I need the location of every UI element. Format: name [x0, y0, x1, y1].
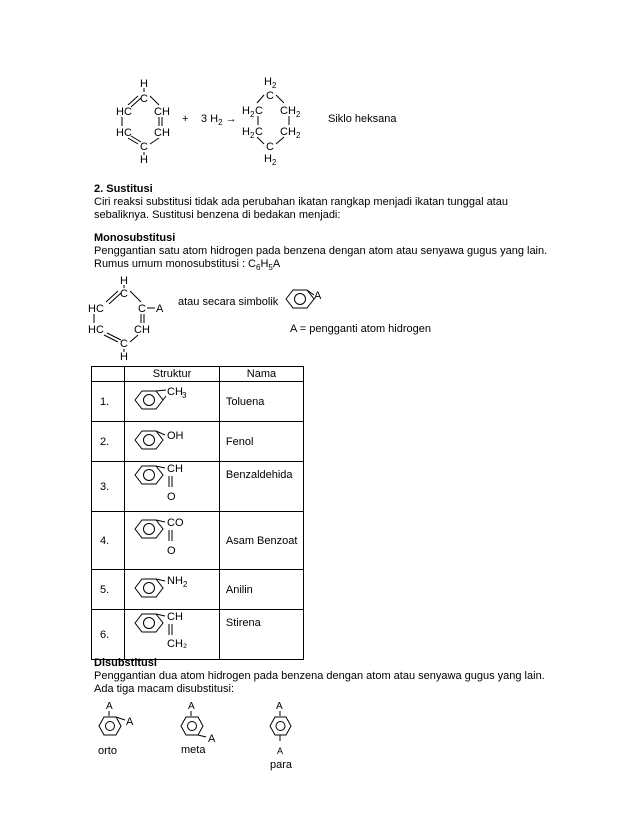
structure-cell [125, 512, 220, 570]
meta-structure [178, 697, 228, 743]
general-formula [94, 258, 280, 271]
group-label: NH [167, 575, 183, 587]
group-vinyl: CH₂ [167, 638, 188, 650]
table-header-no [92, 367, 125, 382]
atom-sub: 2 [272, 158, 277, 167]
atom-sub: 2 [296, 110, 301, 119]
hydrogen-text: 3 H [201, 113, 219, 125]
formula-text: H [260, 258, 269, 270]
substituent-label: A [277, 746, 284, 756]
structure-cell [125, 422, 220, 462]
structure-cell [125, 462, 220, 512]
hydrogen-reagent [201, 113, 237, 126]
group-sub: 2 [183, 580, 188, 589]
paragraph-line: Ada tiga macam disubstitusi: [94, 683, 235, 695]
benzene-ring-icon [286, 290, 314, 308]
atom-label: HC [88, 303, 104, 315]
row-number: 2. [92, 422, 125, 462]
formula-sub: 6 [256, 263, 261, 273]
atom-sub: 2 [296, 131, 301, 140]
benzene-derivative-structure [125, 462, 207, 508]
benzene-derivative-structure [125, 570, 207, 606]
atom-label: CH [154, 106, 170, 118]
benzene-derivative-structure [125, 610, 207, 656]
paragraph-line: Penggantian satu atom hidrogen pada benzena dengan atom atau senyawa gugus yang lain. [94, 245, 548, 257]
atom-label: CH [280, 105, 296, 117]
section-heading: 2. Sustitusi [94, 183, 153, 195]
row-number: 1. [92, 382, 125, 422]
table-header-row [92, 367, 304, 382]
table-header: Struktur [125, 367, 220, 382]
monosubstitution-table [91, 366, 304, 660]
group-oxygen: O [167, 545, 176, 557]
atom-label: CH [134, 324, 150, 336]
atom-label: C [266, 90, 274, 102]
atom-label: C [140, 93, 148, 105]
row-number: 3. [92, 462, 125, 512]
reaction-arrow: → [225, 113, 237, 125]
substituent-label: A [314, 290, 322, 302]
atom-label: H [120, 275, 128, 287]
substituent-label: A [208, 733, 216, 743]
row-number: 6. [92, 610, 125, 660]
atom-label: HC [116, 106, 132, 118]
atom-label: C [120, 338, 128, 350]
substituent-label: A [106, 701, 113, 712]
table-row [92, 512, 304, 570]
structure-cell [125, 570, 220, 610]
atom-label: H [242, 105, 250, 117]
atom-label: C [255, 126, 263, 138]
atom-label: H [264, 153, 272, 165]
atom-label: C [140, 141, 148, 153]
atom-label: H [264, 76, 272, 88]
symbolic-label: atau secara simbolik [178, 296, 279, 308]
group-label: CH [167, 463, 183, 475]
compound-name: Fenol [219, 422, 303, 462]
substituent-legend: A = pengganti atom hidrogen [290, 323, 431, 335]
substituent-label: A [276, 701, 283, 712]
compound-name: Benzaldehida [219, 462, 303, 512]
atom-label: CH [154, 127, 170, 139]
benzene-symbol-with-substituent [282, 286, 328, 316]
benzene-ring-icon [270, 717, 291, 735]
table-row [92, 610, 304, 660]
atom-label: HC [116, 127, 132, 139]
table-row [92, 462, 304, 512]
orto-structure [96, 697, 146, 743]
row-number: 5. [92, 570, 125, 610]
atom-label: H [120, 351, 128, 363]
group-label: CH [167, 611, 183, 623]
di-heading: Disubstitusi [94, 657, 157, 669]
table-row [92, 382, 304, 422]
atom-label: C [138, 303, 146, 315]
atom-label: CH [280, 126, 296, 138]
plus-sign: + [182, 113, 189, 125]
formula-text: A [272, 258, 281, 270]
paragraph-line: Penggantian dua atom hidrogen pada benzena dengan atom atau senyawa gugus yang lain. [94, 670, 545, 682]
para-structure [266, 697, 300, 759]
compound-name: Toluena [219, 382, 303, 422]
compound-name: Stirena [219, 610, 303, 660]
table-row [92, 422, 304, 462]
table-header: Nama [219, 367, 303, 382]
atom-sub: 2 [272, 81, 277, 90]
group-label: CO [167, 517, 184, 529]
paragraph-line: sebaliknya. Sustitusi benzena di bedakan menjadi: [94, 209, 341, 221]
isomer-label: orto [98, 745, 117, 757]
group-label: CH [167, 386, 183, 398]
structure-cell [125, 610, 220, 660]
benzene-derivative-structure [125, 422, 207, 458]
benzene-ring-icon [99, 717, 121, 735]
compound-name: Asam Benzoat [219, 512, 303, 570]
table-row [92, 570, 304, 610]
substituent-label: A [126, 716, 134, 728]
atom-label: H [140, 154, 148, 166]
atom-label: C [266, 141, 274, 153]
hydrogen-subscript: 2 [218, 118, 223, 128]
atom-label: H [242, 126, 250, 138]
monosubstituted-benzene-structure [86, 272, 176, 366]
formula-text: Rumus umum monosubstitusi : C [94, 258, 256, 270]
paragraph-line: Ciri reaksi substitusi tidak ada perubahan ikatan rangkap menjadi ikatan tunggal atau [94, 196, 508, 208]
structure-cell [125, 382, 220, 422]
row-number: 4. [92, 512, 125, 570]
benzene-derivative-structure [125, 382, 207, 418]
atom-label: A [156, 303, 164, 315]
benzene-derivative-structure [125, 516, 207, 562]
product-label: Siklo heksana [328, 113, 397, 125]
atom-label: H [140, 78, 148, 90]
substituent-label: A [188, 701, 195, 712]
isomer-label: meta [181, 744, 206, 756]
isomer-label: para [270, 759, 293, 771]
group-sub: 3 [182, 391, 187, 400]
benzene-kekule-structure [110, 74, 190, 168]
atom-label: C [255, 105, 263, 117]
group-oxygen: O [167, 491, 176, 503]
atom-sub: 2 [250, 131, 255, 140]
atom-label: HC [88, 324, 104, 336]
atom-sub: 2 [250, 110, 255, 119]
atom-label: C [120, 288, 128, 300]
group-label: OH [167, 430, 184, 442]
benzene-ring-icon [181, 717, 203, 735]
mono-heading: Monosubstitusi [94, 232, 176, 244]
formula-sub: 5 [268, 263, 273, 273]
compound-name: Anilin [219, 570, 303, 610]
cyclohexane-structure [240, 72, 320, 168]
